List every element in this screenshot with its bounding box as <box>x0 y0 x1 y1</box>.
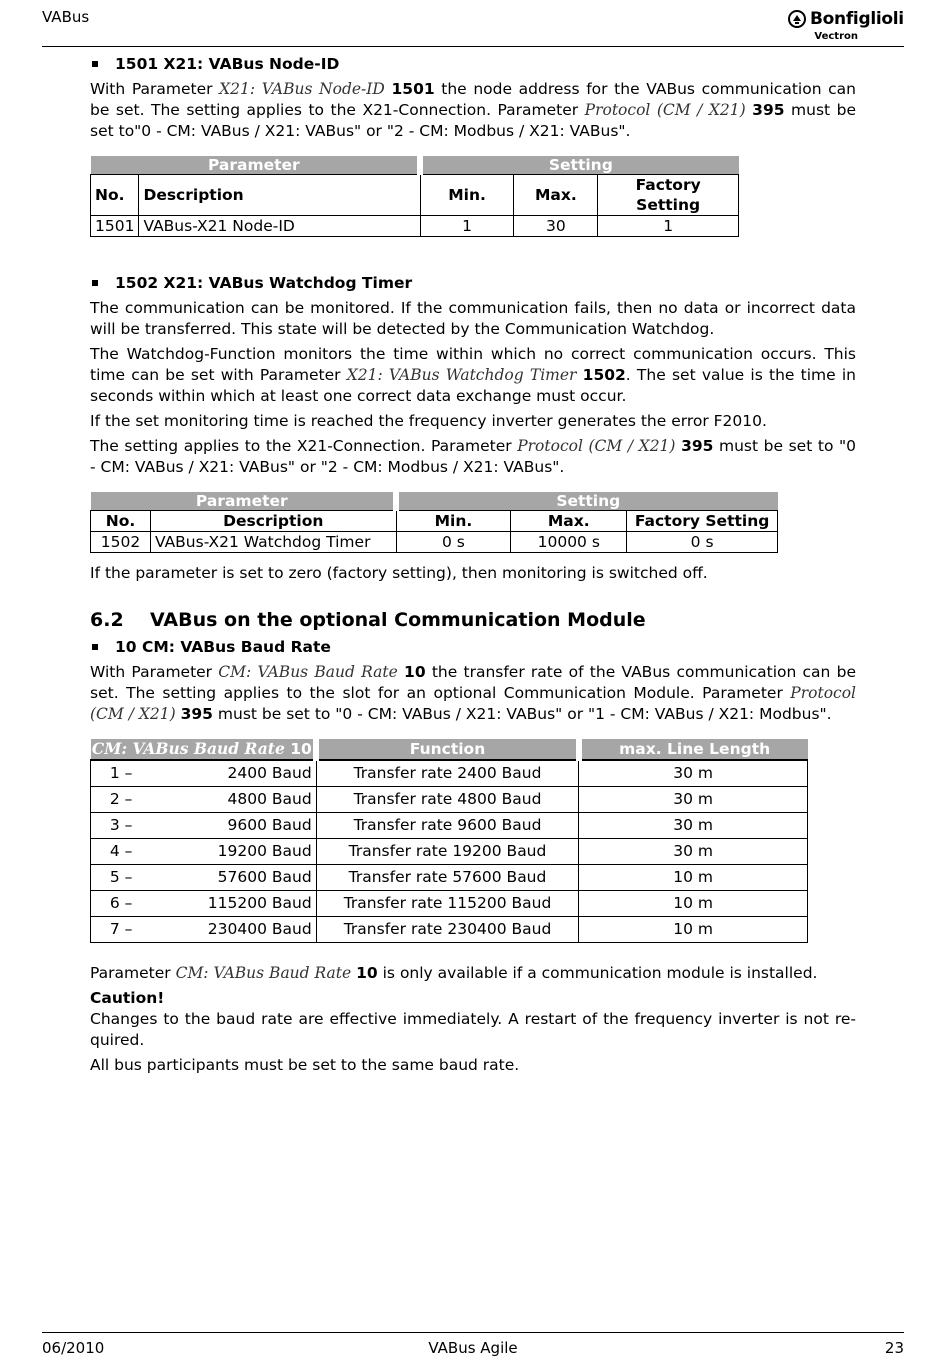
table-row: 1502 VABus-X21 Watchdog Timer 0 s 10000 s 0 s <box>91 532 778 553</box>
table-header-row <box>91 175 739 216</box>
baud-line-length: 10 m <box>579 865 808 891</box>
baud-function: Transfer rate 9600 Baud <box>316 813 579 839</box>
table-row <box>91 865 808 891</box>
paragraph-10-2: Parameter CM: VABus Baud Rate 10 is only available if a communication module is installed. <box>90 964 818 982</box>
baud-table-header <box>91 739 808 760</box>
baud-function: Transfer rate 230400 Baud <box>316 917 579 943</box>
paragraph-1502-1: The communication can be monitored. If the communication fails, then no data or incorrect data will be transferred. This state will be detected by the Communication Watchdog. <box>90 299 856 338</box>
bonfiglioli-logo-icon <box>788 10 806 28</box>
baud-index: 2 – <box>91 787 137 813</box>
paragraph-1502-4: The setting applies to the X21-Connection. Parameter Protocol (CM / X21) 395 must be set to "0 - CM: VABus / X21: VABus" or "2 - CM: Modbus / X21: VABus". <box>90 437 857 476</box>
table-row <box>91 839 808 865</box>
logo-sub: Vectron <box>814 31 858 42</box>
baud-rate: 19200 Baud <box>136 839 316 865</box>
col-max: Max. <box>514 175 598 216</box>
col-line-length: max. Line Length <box>579 739 808 760</box>
baud-rate: 57600 Baud <box>136 865 316 891</box>
baud-index: 5 – <box>91 865 137 891</box>
logo-brand: Bonfiglioli <box>810 9 904 29</box>
baud-line-length: 30 m <box>579 760 808 787</box>
paragraph-1502-3: If the set monitoring time is reached the frequency inverter generates the error F2010. <box>90 412 767 430</box>
paragraph-1502-2: The Watchdog-Function monitors the time within which no correct communication occurs. This time can be set with Parameter X21: VABus Watchdog Timer 1502. The set value is the time in seconds within which at least one correct data exchange must occur. <box>90 345 856 405</box>
baud-rate: 115200 Baud <box>136 891 316 917</box>
baud-rate: 230400 Baud <box>136 917 316 943</box>
baud-rate: 4800 Baud <box>136 787 316 813</box>
table-row <box>91 917 808 943</box>
paragraph-10-4: All bus participants must be set to the same baud rate. <box>90 1056 520 1074</box>
baud-function: Transfer rate 2400 Baud <box>316 760 579 787</box>
table-row: 1501 VABus-X21 Node-ID 1 30 1 <box>91 216 739 237</box>
table-group-row <box>91 156 739 175</box>
group-parameter: Parameter <box>91 156 421 175</box>
col-max: Max. <box>511 511 627 532</box>
col-factory-setting: Factory Setting <box>627 511 778 532</box>
col-min: Min. <box>396 511 511 532</box>
page-header <box>42 4 904 47</box>
group-parameter: Parameter <box>91 492 397 511</box>
paragraph-10-1: With Parameter CM: VABus Baud Rate 10 the transfer rate of the VABus communication can be set. The setting applies to the slot for an optional Communication Module. Parameter Protocol (CM / X21) 395 must be set to "0 - CM: VABus / X21: VABus" or "1 - CM: VABus / X21: Modbus". <box>90 663 856 723</box>
table-row <box>91 760 808 787</box>
table-group-row <box>91 492 778 511</box>
col-function: Function <box>316 739 579 760</box>
bullet-square-icon <box>92 280 98 286</box>
section-number: 6.2 <box>90 609 124 631</box>
bullet-square-icon <box>92 644 98 650</box>
col-no: No. <box>91 175 139 216</box>
paragraph-1502-5: If the parameter is set to zero (factory setting), then monitoring is switched off. <box>90 564 708 582</box>
baud-line-length: 30 m <box>579 787 808 813</box>
baud-function: Transfer rate 4800 Baud <box>316 787 579 813</box>
col-description: Description <box>139 175 420 216</box>
baud-table-body <box>91 760 808 943</box>
table-row <box>91 891 808 917</box>
section-heading: VABus on the optional Communication Module <box>150 609 646 631</box>
baud-function: Transfer rate 19200 Baud <box>316 839 579 865</box>
col-factory-setting: Factory Setting <box>598 175 739 216</box>
footer-page-number: 23 <box>884 1339 904 1357</box>
baud-rate: 9600 Baud <box>136 813 316 839</box>
col-description: Description <box>150 511 396 532</box>
table-1501 <box>90 156 739 237</box>
baud-rate-table <box>90 739 808 943</box>
baud-function: Transfer rate 57600 Baud <box>316 865 579 891</box>
group-setting: Setting <box>396 492 777 511</box>
col-no: No. <box>91 511 151 532</box>
footer-date: 06/2010 <box>42 1339 105 1357</box>
baud-line-length: 10 m <box>579 891 808 917</box>
baud-line-length: 30 m <box>579 839 808 865</box>
bullet-square-icon <box>92 61 98 67</box>
baud-line-length: 10 m <box>579 917 808 943</box>
bonfiglioli-logo <box>784 8 904 44</box>
col-baud-rate: CM: VABus Baud Rate 10 <box>91 739 317 760</box>
footer-title: VABus Agile <box>428 1339 518 1357</box>
baud-index: 6 – <box>91 891 137 917</box>
baud-rate: 2400 Baud <box>136 760 316 787</box>
page-content <box>90 50 856 1080</box>
heading-1502: 1502 X21: VABus Watchdog Timer <box>90 273 856 294</box>
table-row <box>91 787 808 813</box>
heading-1501: 1501 X21: VABus Node-ID <box>90 54 856 75</box>
paragraph-1501: With Parameter X21: VABus Node-ID 1501 the node address for the VABus communication can be set. The setting applies to the X21-Connection. Parameter Protocol (CM / X21) 395 must be set to"0 - CM: VABus / X21: VABus" or "2 - CM: Modbus / X21: VABus". <box>90 80 857 140</box>
caution-label: Caution! <box>90 989 165 1007</box>
baud-index: 1 – <box>91 760 137 787</box>
heading-10: 10 CM: VABus Baud Rate <box>90 637 856 658</box>
table-header-row <box>91 511 778 532</box>
baud-function: Transfer rate 115200 Baud <box>316 891 579 917</box>
table-row <box>91 813 808 839</box>
group-setting: Setting <box>420 156 738 175</box>
header-title: VABus <box>42 8 90 26</box>
col-min: Min. <box>420 175 514 216</box>
page-footer <box>42 1332 904 1357</box>
baud-index: 4 – <box>91 839 137 865</box>
baud-line-length: 30 m <box>579 813 808 839</box>
baud-index: 3 – <box>91 813 137 839</box>
section-title <box>90 610 856 631</box>
baud-index: 7 – <box>91 917 137 943</box>
paragraph-10-3: Changes to the baud rate are effective immediately. A restart of the frequency inverter is not re-quired. <box>90 1010 856 1049</box>
table-1502 <box>90 492 778 553</box>
